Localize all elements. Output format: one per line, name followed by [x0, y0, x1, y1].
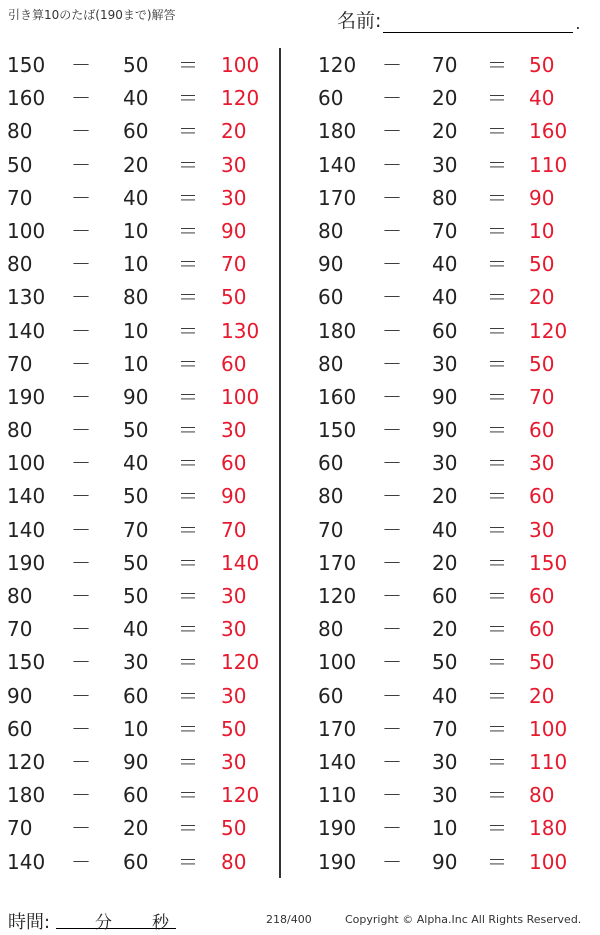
- subtrahend: 10: [123, 716, 149, 741]
- equals-sign: ＝: [178, 816, 198, 841]
- subtrahend: 10: [123, 252, 149, 277]
- answer: 40: [529, 86, 555, 111]
- subtrahend: 40: [123, 617, 149, 642]
- subtrahend: 40: [123, 185, 149, 210]
- minuend: 150: [7, 53, 46, 77]
- answer: 160: [529, 119, 568, 144]
- minuend: 70: [7, 351, 33, 376]
- equals-sign: ＝: [487, 252, 507, 277]
- minus-sign: －: [71, 384, 91, 409]
- subtrahend: 40: [432, 252, 458, 277]
- subtrahend: 10: [123, 351, 149, 376]
- subtrahend: 40: [123, 86, 149, 111]
- minus-sign: －: [382, 783, 402, 808]
- subtrahend: 70: [432, 716, 458, 741]
- subtrahend: 60: [123, 849, 149, 874]
- minuend: 60: [7, 716, 33, 741]
- minuend: 80: [318, 617, 344, 642]
- answer: 20: [529, 683, 555, 708]
- minus-sign: －: [382, 384, 402, 409]
- minus-sign: －: [382, 650, 402, 675]
- equals-sign: ＝: [487, 218, 507, 243]
- answer: 150: [529, 550, 568, 575]
- minuend: 150: [7, 650, 46, 675]
- minus-sign: －: [382, 252, 402, 277]
- minus-sign: －: [71, 119, 91, 144]
- minus-sign: －: [71, 418, 91, 443]
- answer: 80: [221, 849, 247, 874]
- subtrahend: 90: [123, 384, 149, 409]
- subtrahend: 10: [123, 218, 149, 243]
- subtrahend: 10: [123, 318, 149, 343]
- subtrahend: 50: [123, 484, 149, 509]
- minus-sign: －: [71, 650, 91, 675]
- subtrahend: 60: [432, 584, 458, 608]
- minuend: 120: [318, 53, 357, 77]
- answer: 30: [221, 152, 247, 177]
- subtrahend: 50: [123, 53, 149, 77]
- equals-sign: ＝: [487, 517, 507, 542]
- equals-sign: ＝: [487, 86, 507, 111]
- equals-sign: ＝: [487, 418, 507, 443]
- minuend: 60: [318, 285, 344, 310]
- minus-sign: －: [71, 749, 91, 774]
- minuend: 120: [318, 584, 357, 608]
- time-label: 時間:: [8, 912, 51, 933]
- minuend: 170: [318, 550, 357, 575]
- column-divider: [279, 48, 281, 878]
- answer: 100: [221, 384, 260, 409]
- footer: [0, 908, 600, 932]
- answer: 30: [221, 617, 247, 642]
- subtrahend: 50: [432, 650, 458, 675]
- minus-sign: －: [382, 152, 402, 177]
- answer: 50: [221, 816, 247, 841]
- minuend: 60: [318, 86, 344, 111]
- worksheet-title: 引き算10のたば(190まで)解答: [8, 8, 176, 22]
- minuend: 90: [7, 683, 33, 708]
- equals-sign: ＝: [178, 749, 198, 774]
- answer: 30: [529, 451, 555, 476]
- minus-sign: －: [71, 218, 91, 243]
- minuend: 80: [7, 584, 33, 608]
- equals-sign: ＝: [487, 716, 507, 741]
- minus-sign: －: [382, 584, 402, 608]
- minuend: 190: [318, 849, 357, 874]
- minus-sign: －: [71, 517, 91, 542]
- subtrahend: 40: [432, 683, 458, 708]
- minuend: 140: [7, 318, 46, 343]
- subtrahend: 20: [123, 152, 149, 177]
- answer: 120: [221, 783, 260, 808]
- subtrahend: 20: [432, 484, 458, 509]
- minus-sign: －: [71, 351, 91, 376]
- subtrahend: 60: [432, 318, 458, 343]
- name-label: 名前:: [337, 10, 382, 32]
- minus-sign: －: [71, 152, 91, 177]
- equals-sign: ＝: [178, 517, 198, 542]
- subtrahend: 40: [432, 285, 458, 310]
- equals-sign: ＝: [178, 650, 198, 675]
- copyright-text: Copyright © Alpha.Inc All Rights Reserved.: [345, 913, 582, 926]
- equals-sign: ＝: [178, 484, 198, 509]
- answer: 100: [221, 53, 260, 77]
- answer: 60: [529, 617, 555, 642]
- minutes-label: 分: [95, 913, 112, 933]
- minus-sign: －: [382, 484, 402, 509]
- equals-sign: ＝: [178, 584, 198, 608]
- answer: 50: [221, 285, 247, 310]
- minuend: 80: [318, 484, 344, 509]
- minus-sign: －: [382, 53, 402, 77]
- minus-sign: －: [382, 218, 402, 243]
- equals-sign: ＝: [178, 185, 198, 210]
- minus-sign: －: [71, 318, 91, 343]
- subtrahend: 60: [123, 683, 149, 708]
- minuend: 170: [318, 185, 357, 210]
- minuend: 60: [318, 451, 344, 476]
- subtrahend: 20: [123, 816, 149, 841]
- subtrahend: 60: [123, 783, 149, 808]
- answer: 50: [529, 252, 555, 277]
- minuend: 150: [318, 418, 357, 443]
- minus-sign: －: [71, 617, 91, 642]
- minuend: 110: [318, 783, 357, 808]
- subtrahend: 20: [432, 86, 458, 111]
- minus-sign: －: [382, 418, 402, 443]
- minus-sign: －: [382, 683, 402, 708]
- answer: 30: [221, 418, 247, 443]
- minus-sign: －: [71, 53, 91, 77]
- equals-sign: ＝: [178, 351, 198, 376]
- equals-sign: ＝: [178, 152, 198, 177]
- answer: 50: [529, 650, 555, 675]
- minuend: 120: [7, 749, 46, 774]
- answer: 180: [529, 816, 568, 841]
- minuend: 70: [7, 617, 33, 642]
- minuend: 180: [318, 119, 357, 144]
- answer: 30: [221, 584, 247, 608]
- subtrahend: 80: [432, 185, 458, 210]
- minuend: 140: [7, 484, 46, 509]
- minus-sign: －: [382, 517, 402, 542]
- answer: 100: [529, 716, 568, 741]
- minus-sign: －: [71, 484, 91, 509]
- minus-sign: －: [382, 351, 402, 376]
- subtrahend: 90: [123, 749, 149, 774]
- minus-sign: －: [71, 86, 91, 111]
- minus-sign: －: [71, 252, 91, 277]
- equals-sign: ＝: [178, 318, 198, 343]
- subtrahend: 90: [432, 418, 458, 443]
- equals-sign: ＝: [487, 650, 507, 675]
- equals-sign: ＝: [178, 119, 198, 144]
- equals-sign: ＝: [487, 783, 507, 808]
- subtrahend: 20: [432, 617, 458, 642]
- seconds-label: 秒: [152, 913, 169, 933]
- equals-sign: ＝: [178, 285, 198, 310]
- minuend: 190: [7, 384, 46, 409]
- answer: 60: [529, 418, 555, 443]
- minus-sign: －: [382, 285, 402, 310]
- equals-sign: ＝: [487, 584, 507, 608]
- subtrahend: 70: [432, 218, 458, 243]
- equals-sign: ＝: [178, 783, 198, 808]
- minuend: 100: [7, 451, 46, 476]
- subtrahend: 40: [123, 451, 149, 476]
- equals-sign: ＝: [178, 252, 198, 277]
- subtrahend: 30: [432, 451, 458, 476]
- equals-sign: ＝: [178, 550, 198, 575]
- minus-sign: －: [71, 550, 91, 575]
- subtrahend: 20: [432, 550, 458, 575]
- subtrahend: 50: [123, 418, 149, 443]
- minuend: 180: [7, 783, 46, 808]
- equals-sign: ＝: [487, 185, 507, 210]
- equals-sign: ＝: [178, 53, 198, 77]
- answer: 30: [529, 517, 555, 542]
- answer: 140: [221, 550, 260, 575]
- answer: 70: [221, 517, 247, 542]
- answer: 90: [529, 185, 555, 210]
- minus-sign: －: [382, 86, 402, 111]
- minuend: 140: [318, 749, 357, 774]
- answer: 80: [529, 783, 555, 808]
- equals-sign: ＝: [178, 617, 198, 642]
- equals-sign: ＝: [487, 351, 507, 376]
- minuend: 70: [7, 816, 33, 841]
- minuend: 100: [7, 218, 46, 243]
- subtrahend: 50: [123, 584, 149, 608]
- equals-sign: ＝: [487, 318, 507, 343]
- answer: 20: [529, 285, 555, 310]
- name-end-dot: .: [575, 14, 581, 33]
- equals-sign: ＝: [178, 384, 198, 409]
- subtrahend: 90: [432, 849, 458, 874]
- subtrahend: 20: [432, 119, 458, 144]
- answer: 130: [221, 318, 260, 343]
- answer: 30: [221, 749, 247, 774]
- equals-sign: ＝: [487, 53, 507, 77]
- name-input-line[interactable]: [383, 12, 573, 33]
- minuend: 130: [7, 285, 46, 310]
- equals-sign: ＝: [178, 418, 198, 443]
- answer: 60: [221, 451, 247, 476]
- answer: 20: [221, 119, 247, 144]
- equals-sign: ＝: [178, 218, 198, 243]
- minuend: 70: [318, 517, 344, 542]
- subtrahend: 60: [123, 119, 149, 144]
- equals-sign: ＝: [487, 617, 507, 642]
- answer: 70: [529, 384, 555, 409]
- minus-sign: －: [71, 716, 91, 741]
- minus-sign: －: [382, 749, 402, 774]
- subtrahend: 10: [432, 816, 458, 841]
- minuend: 190: [7, 550, 46, 575]
- answer: 60: [529, 484, 555, 509]
- subtrahend: 30: [432, 351, 458, 376]
- equals-sign: ＝: [487, 152, 507, 177]
- subtrahend: 80: [123, 285, 149, 310]
- equals-sign: ＝: [178, 716, 198, 741]
- answer: 30: [221, 185, 247, 210]
- minus-sign: －: [382, 451, 402, 476]
- minuend: 80: [318, 218, 344, 243]
- minus-sign: －: [382, 318, 402, 343]
- minuend: 60: [318, 683, 344, 708]
- answer: 70: [221, 252, 247, 277]
- answer: 10: [529, 218, 555, 243]
- minuend: 180: [318, 318, 357, 343]
- minus-sign: －: [382, 816, 402, 841]
- equals-sign: ＝: [178, 86, 198, 111]
- minuend: 160: [7, 86, 46, 111]
- minuend: 50: [7, 152, 33, 177]
- minuend: 140: [318, 152, 357, 177]
- page-number: 218/400: [266, 913, 312, 926]
- equals-sign: ＝: [487, 384, 507, 409]
- subtrahend: 40: [432, 517, 458, 542]
- subtrahend: 30: [123, 650, 149, 675]
- subtrahend: 30: [432, 783, 458, 808]
- answer: 120: [221, 650, 260, 675]
- answer: 90: [221, 218, 247, 243]
- minus-sign: －: [382, 617, 402, 642]
- minus-sign: －: [382, 849, 402, 874]
- answer: 50: [529, 53, 555, 77]
- equals-sign: ＝: [178, 683, 198, 708]
- minuend: 70: [7, 185, 33, 210]
- subtrahend: 30: [432, 152, 458, 177]
- minus-sign: －: [71, 451, 91, 476]
- minus-sign: －: [71, 185, 91, 210]
- equals-sign: ＝: [178, 849, 198, 874]
- minuend: 140: [7, 849, 46, 874]
- minuend: 80: [7, 418, 33, 443]
- answer: 60: [529, 584, 555, 608]
- answer: 50: [221, 716, 247, 741]
- minuend: 80: [318, 351, 344, 376]
- answer: 100: [529, 849, 568, 874]
- equals-sign: ＝: [487, 816, 507, 841]
- minus-sign: －: [71, 285, 91, 310]
- equals-sign: ＝: [487, 484, 507, 509]
- answer: 60: [221, 351, 247, 376]
- equals-sign: ＝: [487, 451, 507, 476]
- subtrahend: 90: [432, 384, 458, 409]
- equals-sign: ＝: [487, 683, 507, 708]
- answer: 110: [529, 749, 568, 774]
- answer: 30: [221, 683, 247, 708]
- minus-sign: －: [71, 683, 91, 708]
- equals-sign: ＝: [487, 849, 507, 874]
- minuend: 100: [318, 650, 357, 675]
- answer: 120: [529, 318, 568, 343]
- equals-sign: ＝: [487, 550, 507, 575]
- minuend: 140: [7, 517, 46, 542]
- subtrahend: 30: [432, 749, 458, 774]
- minus-sign: －: [71, 584, 91, 608]
- minus-sign: －: [71, 849, 91, 874]
- answer: 50: [529, 351, 555, 376]
- answer: 90: [221, 484, 247, 509]
- minuend: 90: [318, 252, 344, 277]
- minuend: 190: [318, 816, 357, 841]
- subtrahend: 70: [432, 53, 458, 77]
- minuend: 80: [7, 119, 33, 144]
- minus-sign: －: [71, 783, 91, 808]
- equals-sign: ＝: [178, 451, 198, 476]
- equals-sign: ＝: [487, 749, 507, 774]
- minus-sign: －: [382, 716, 402, 741]
- subtrahend: 50: [123, 550, 149, 575]
- answer: 110: [529, 152, 568, 177]
- minuend: 160: [318, 384, 357, 409]
- name-field: [337, 6, 581, 33]
- minuend: 170: [318, 716, 357, 741]
- minus-sign: －: [382, 550, 402, 575]
- equals-sign: ＝: [487, 119, 507, 144]
- minus-sign: －: [71, 816, 91, 841]
- minus-sign: －: [382, 185, 402, 210]
- equals-sign: ＝: [487, 285, 507, 310]
- minus-sign: －: [382, 119, 402, 144]
- answer: 120: [221, 86, 260, 111]
- subtrahend: 70: [123, 517, 149, 542]
- minuend: 80: [7, 252, 33, 277]
